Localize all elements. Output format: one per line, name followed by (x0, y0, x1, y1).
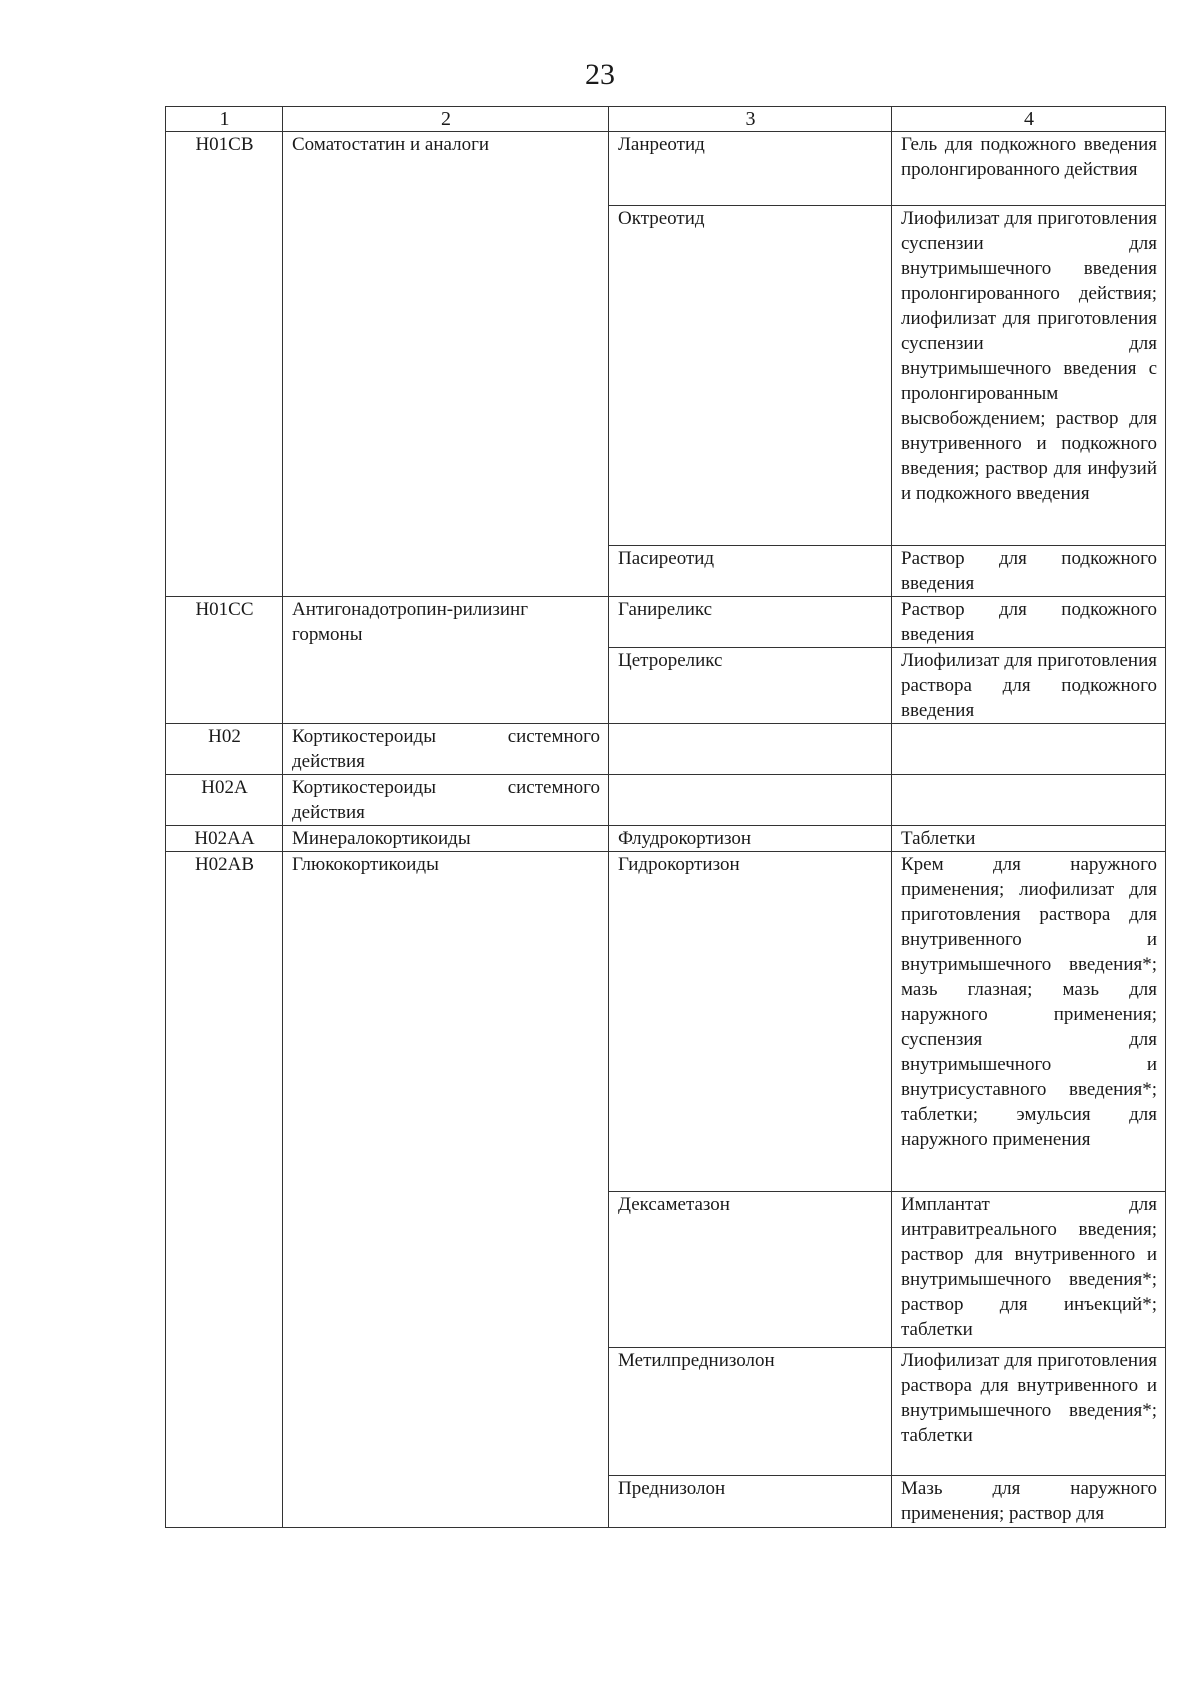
atc-code: H02A (166, 775, 283, 826)
dosage-form: Имплантат для интравитреального введения; раствор для внутривенного и внутримышечного введения*; раствор для инъекций*; таблетки (892, 1192, 1166, 1348)
atc-code: H02AB (166, 852, 283, 1528)
drug-name (609, 775, 892, 826)
header-cell-1: 1 (166, 107, 283, 132)
table-row (166, 826, 1166, 852)
group-name: Минералокортикоиды (283, 826, 609, 852)
table-row (166, 597, 1166, 648)
group-name: Кортикостероиды системного действия (283, 775, 609, 826)
drug-name: Ланреотид (609, 132, 892, 206)
drug-name: Метилпреднизолон (609, 1348, 892, 1476)
header-cell-2: 2 (283, 107, 609, 132)
dosage-form: Лиофилизат для приготовления раствора для подкожного введения (892, 648, 1166, 724)
drug-name: Флудрокортизон (609, 826, 892, 852)
group-name: Глюкокортикоиды (283, 852, 609, 1528)
drug-name: Гидрокортизон (609, 852, 892, 1192)
drug-table (165, 106, 1166, 1528)
dosage-form: Раствор для подкожного введения (892, 546, 1166, 597)
header-row (166, 107, 1166, 132)
atc-code: H02AA (166, 826, 283, 852)
dosage-form: Лиофилизат для приготовления суспензии для внутримышечного введения пролонгированного действия; лиофилизат для приготовления суспензии для внутримышечного введения с пролонгированным высвобождением; раствор для внутривенного и подкожного введения; раствор для инфузий и подкожного введения (892, 206, 1166, 546)
drug-name (609, 724, 892, 775)
page-number: 23 (585, 58, 615, 91)
atc-code: H01CB (166, 132, 283, 597)
group-name: Антигонадотропин-рилизинг гормоны (283, 597, 609, 724)
drug-name: Октреотид (609, 206, 892, 546)
table-row (166, 775, 1166, 826)
dosage-form: Гель для подкожного введения пролонгированного действия (892, 132, 1166, 206)
drug-name: Пасиреотид (609, 546, 892, 597)
dosage-form: Мазь для наружного применения; раствор для (892, 1476, 1166, 1528)
drug-name: Цетрореликс (609, 648, 892, 724)
dosage-form: Крем для наружного применения; лиофилизат для приготовления раствора для внутривенного и внутримышечного введения*; мазь глазная; мазь для наружного применения; суспензия для внутримышечного и внутрисуставного введения*; таблетки; эмульсия для наружного применения (892, 852, 1166, 1192)
drug-name: Ганиреликс (609, 597, 892, 648)
header-cell-3: 3 (609, 107, 892, 132)
drug-name: Преднизолон (609, 1476, 892, 1528)
table-row (166, 724, 1166, 775)
group-name: Кортикостероиды системного действия (283, 724, 609, 775)
header-cell-4: 4 (892, 107, 1166, 132)
atc-code: H02 (166, 724, 283, 775)
dosage-form: Раствор для подкожного введения (892, 597, 1166, 648)
table-row (166, 852, 1166, 1192)
table-row (166, 132, 1166, 206)
dosage-form (892, 775, 1166, 826)
drug-name: Дексаметазон (609, 1192, 892, 1348)
dosage-form (892, 724, 1166, 775)
atc-code: H01CC (166, 597, 283, 724)
group-name: Соматостатин и аналоги (283, 132, 609, 597)
dosage-form: Таблетки (892, 826, 1166, 852)
dosage-form: Лиофилизат для приготовления раствора для внутривенного и внутримышечного введения*; таблетки (892, 1348, 1166, 1476)
